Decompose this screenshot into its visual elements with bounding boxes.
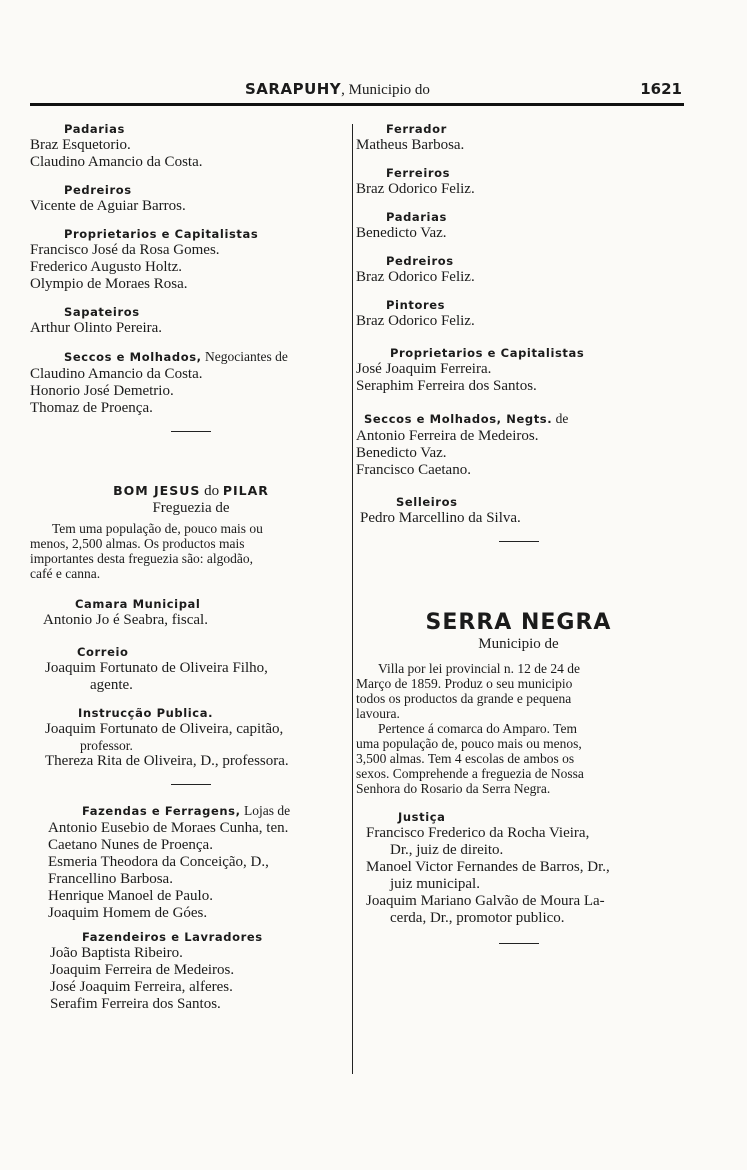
intro-line: lavoura. <box>356 706 400 721</box>
entry: Esmeria Theodora da Conceição, D., <box>48 854 269 870</box>
entry: Manoel Victor Fernandes de Barros, Dr., <box>366 859 610 875</box>
intro-line: uma população de, pouco mais ou menos, <box>356 736 582 751</box>
section-title: Ferreiros <box>386 166 451 180</box>
entry: Francellino Barbosa. <box>48 871 173 887</box>
section-title: Instrucção Publica. <box>78 706 214 720</box>
entry: Braz Odorico Feliz. <box>356 269 475 285</box>
section-subtitle: Freguezia de <box>152 500 230 516</box>
entry: agente. <box>90 677 133 693</box>
entry: Honorio José Demetrio. <box>30 383 174 399</box>
divider <box>499 943 539 944</box>
entry: Caetano Nunes de Proença. <box>48 837 213 853</box>
entry: Thereza Rita de Oliveira, D., professora. <box>45 753 289 769</box>
section-title: Proprietarios e Capitalistas <box>64 227 259 241</box>
entry: professor. <box>80 738 133 753</box>
entry: Joaquim Fortunato de Oliveira Filho, <box>45 660 268 676</box>
entry: Francisco Frederico da Rocha Vieira, <box>366 825 590 841</box>
entry: Arthur Olinto Pereira. <box>30 320 163 336</box>
section-title-rest: Lojas de <box>240 803 291 818</box>
entry: Joaquim Ferreira de Medeiros. <box>50 962 235 978</box>
divider <box>499 541 539 542</box>
entry: Henrique Manoel de Paulo. <box>48 888 213 904</box>
section-title-line <box>30 803 352 820</box>
section-title-line <box>30 349 352 366</box>
divider <box>171 431 211 432</box>
section-title: Ferrador <box>386 122 447 136</box>
section-title: Seccos e Molhados, <box>64 350 202 364</box>
section-heading <box>30 482 352 500</box>
section-heading: SERRA NEGRA <box>425 610 612 635</box>
entry: Olympio de Moraes Rosa. <box>30 276 188 292</box>
right-column <box>356 122 681 952</box>
entry: Frederico Augusto Holtz. <box>30 259 183 275</box>
intro-line: menos, 2,500 almas. Os productos mais <box>30 536 245 551</box>
entry: Benedicto Vaz. <box>356 225 447 241</box>
entry: Pedro Marcellino da Silva. <box>360 510 521 526</box>
heading-part: do <box>200 483 223 499</box>
section-title: Seccos e Molhados, Negts. <box>364 412 553 426</box>
entry: Claudino Amancio da Costa. <box>30 154 203 170</box>
intro-line: sexos. Comprehende a freguezia de Nossa <box>356 766 584 781</box>
section-title: Correio <box>77 645 129 659</box>
intro-line: Março de 1859. Produz o seu municipio <box>356 676 573 691</box>
entry: Thomaz de Proença. <box>30 400 153 416</box>
intro-line: café e canna. <box>30 566 101 581</box>
intro-line: 3,500 almas. Tem 4 escolas de ambos os <box>356 751 575 766</box>
section-title: Proprietarios e Capitalistas <box>390 346 585 360</box>
header-place: SARAPUHY <box>245 80 342 98</box>
section-title: Fazendas e Ferragens, <box>82 804 241 818</box>
section-title: Pedreiros <box>64 183 132 197</box>
section-title: Justiça <box>398 810 446 824</box>
entry: Braz Odorico Feliz. <box>356 313 475 329</box>
entry: cerda, Dr., promotor publico. <box>390 910 565 926</box>
entry: Francisco José da Rosa Gomes. <box>30 242 220 258</box>
header-sep: , <box>341 82 345 98</box>
entry: Serafim Ferreira dos Santos. <box>50 996 221 1012</box>
entry: Antonio Ferreira de Medeiros. <box>356 428 539 444</box>
entry: Antonio Eusebio de Moraes Cunha, ten. <box>48 820 289 836</box>
entry: José Joaquim Ferreira. <box>356 361 492 377</box>
running-title <box>245 80 430 99</box>
entry: juiz municipal. <box>390 876 480 892</box>
entry: Antonio Jo é Seabra, fiscal. <box>43 612 208 628</box>
page-header <box>30 80 682 100</box>
page-number: 1621 <box>640 80 682 98</box>
entry: Braz Esquetorio. <box>30 137 131 153</box>
entry: Seraphim Ferreira dos Santos. <box>356 378 537 394</box>
section-title: Fazendeiros e Lavradores <box>82 930 263 944</box>
entry: Claudino Amancio da Costa. <box>30 366 203 382</box>
section-title: Padarias <box>386 210 447 224</box>
entry: Francisco Caetano. <box>356 462 471 478</box>
entry: Dr., juiz de direito. <box>390 842 504 858</box>
entry: João Baptista Ribeiro. <box>50 945 183 961</box>
section-title: Pedreiros <box>386 254 454 268</box>
header-suffix: Municipio do <box>348 82 430 98</box>
section-title: Selleiros <box>396 495 458 509</box>
entry: Joaquim Fortunato de Oliveira, capitão, <box>45 721 284 737</box>
heading-part: PILAR <box>222 483 269 498</box>
intro-line: Tem uma população de, pouco mais ou <box>52 521 263 536</box>
entry: José Joaquim Ferreira, alferes. <box>50 979 233 995</box>
entry: Joaquim Mariano Galvão de Moura La- <box>366 893 605 909</box>
entry: Matheus Barbosa. <box>356 137 465 153</box>
column-separator <box>352 124 353 1074</box>
section-title: Padarias <box>64 122 125 136</box>
intro-line: todos os productos da grande e pequena <box>356 691 572 706</box>
entry: Braz Odorico Feliz. <box>356 181 475 197</box>
section-subtitle: Municipio de <box>478 636 559 652</box>
header-rule <box>30 103 684 106</box>
section-title: Camara Municipal <box>75 597 201 611</box>
intro-line: Villa por lei provincial n. 12 de 24 de <box>378 661 581 676</box>
section-title-rest: de <box>552 411 569 426</box>
divider <box>171 784 211 785</box>
section-title: Sapateiros <box>64 305 140 319</box>
entry: Vicente de Aguiar Barros. <box>30 198 186 214</box>
intro-line: importantes desta freguezia são: algodão, <box>30 551 254 566</box>
left-column <box>30 122 352 1013</box>
intro-line: Senhora do Rosario da Serra Negra. <box>356 781 551 796</box>
heading-part: BOM JESUS <box>113 483 201 498</box>
section-title: Pintores <box>386 298 446 312</box>
entry: Benedicto Vaz. <box>356 445 447 461</box>
section-title-line <box>356 411 681 428</box>
section-title-rest: Negociantes de <box>201 349 288 364</box>
intro-line: Pertence á comarca do Amparo. Tem <box>378 721 577 736</box>
entry: Joaquim Homem de Góes. <box>48 905 208 921</box>
